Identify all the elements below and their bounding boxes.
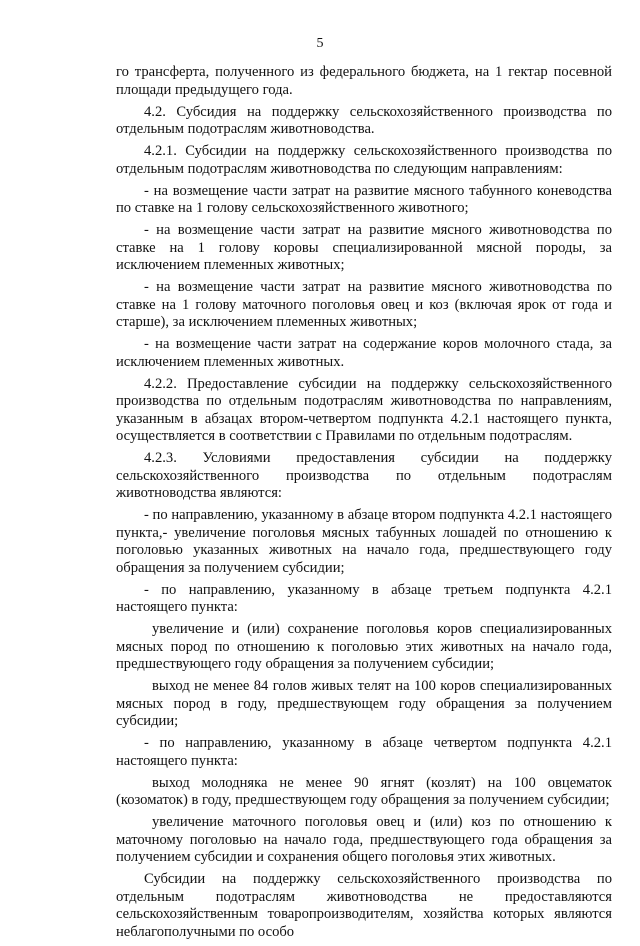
paragraph-4-2-2: 4.2.2. Предоставление субсидии на поддержку сельскохозяйственного производства по отдельным подотраслям животноводства по направлениям, указанным в абзацах втором-четвертом подпункта 4.2.1 настоящего пункта, осуществляется в соответствии с Правилами по отдельным подотраслям. <box>116 375 612 444</box>
condition-calf-yield: выход не менее 84 голов живых телят на 100 коров специализированных мясных пород в году, предшествующем году обращения за получением субсидии; <box>116 678 612 729</box>
condition-cow-population: увеличение и (или) сохранение поголовья коров специализированных мясных пород по отношению к поголовью этих животных на начало года, предшествующего году обращения за получением субсидии; <box>116 621 612 672</box>
condition-lamb-yield: выход молодняка не менее 90 ягнят (козлят) на 100 овцематок (козоматок) в году, предшествующем году обращения за получением субсидии; <box>116 774 612 808</box>
paragraph-exclusion: Субсидии на поддержку сельскохозяйственного производства по отдельным подотраслям животноводства не предоставляются сельскохозяйственным товаропроизводителям, хозяйства которых являются неблагополучными по особо <box>116 871 612 940</box>
list-item-dairy-cows: - на возмещение части затрат на содержание коров молочного стада, за исключением племенных животных. <box>116 336 612 370</box>
list-item-beef-cows: - на возмещение части затрат на развитие мясного животноводства по ставке на 1 голову коровы специализированной мясной породы, за исключением племенных животных; <box>116 222 612 273</box>
condition-third-paragraph: - по направлению, указанному в абзаце третьем подпункта 4.2.1 настоящего пункта: <box>116 581 612 615</box>
list-item-horse-breeding: - на возмещение части затрат на развитие мясного табунного коневодства по ставке на 1 голову сельскохозяйственного животного; <box>116 182 612 216</box>
condition-fourth-paragraph: - по направлению, указанному в абзаце четвертом подпункта 4.2.1 настоящего пункта: <box>116 735 612 769</box>
condition-second-paragraph: - по направлению, указанному в абзаце втором подпункта 4.2.1 настоящего пункта,- увеличение поголовья мясных табунных лошадей по отношению к поголовью указанных животных на начало года, предшествующего году обращения за получением субсидии; <box>116 507 612 576</box>
condition-ewe-population: увеличение маточного поголовья овец и (или) коз по отношению к маточному поголовью на начало года, предшествующего года обращения за получением субсидии и сохранения общего поголовья этих животных. <box>116 814 612 865</box>
paragraph-transfer-continuation: го трансферта, полученного из федерального бюджета, на 1 гектар посевной площади предыдущего года. <box>116 64 612 98</box>
document-body <box>116 64 612 946</box>
paragraph-4-2-heading: 4.2. Субсидия на поддержку сельскохозяйственного производства по отдельным подотраслям животноводства. <box>116 103 612 137</box>
paragraph-4-2-3: 4.2.3. Условиями предоставления субсидии на поддержку сельскохозяйственного производства по отдельным подотраслям животноводства являются: <box>116 450 612 501</box>
list-item-sheep-goats: - на возмещение части затрат на развитие мясного животноводства по ставке на 1 голову маточного поголовья овец и коз (включая ярок от года и старше), за исключением племенных животных; <box>116 279 612 330</box>
paragraph-4-2-1: 4.2.1. Субсидии на поддержку сельскохозяйственного производства по отдельным подотраслям животноводства по следующим направлениям: <box>116 143 612 177</box>
page-number: 5 <box>316 36 324 51</box>
